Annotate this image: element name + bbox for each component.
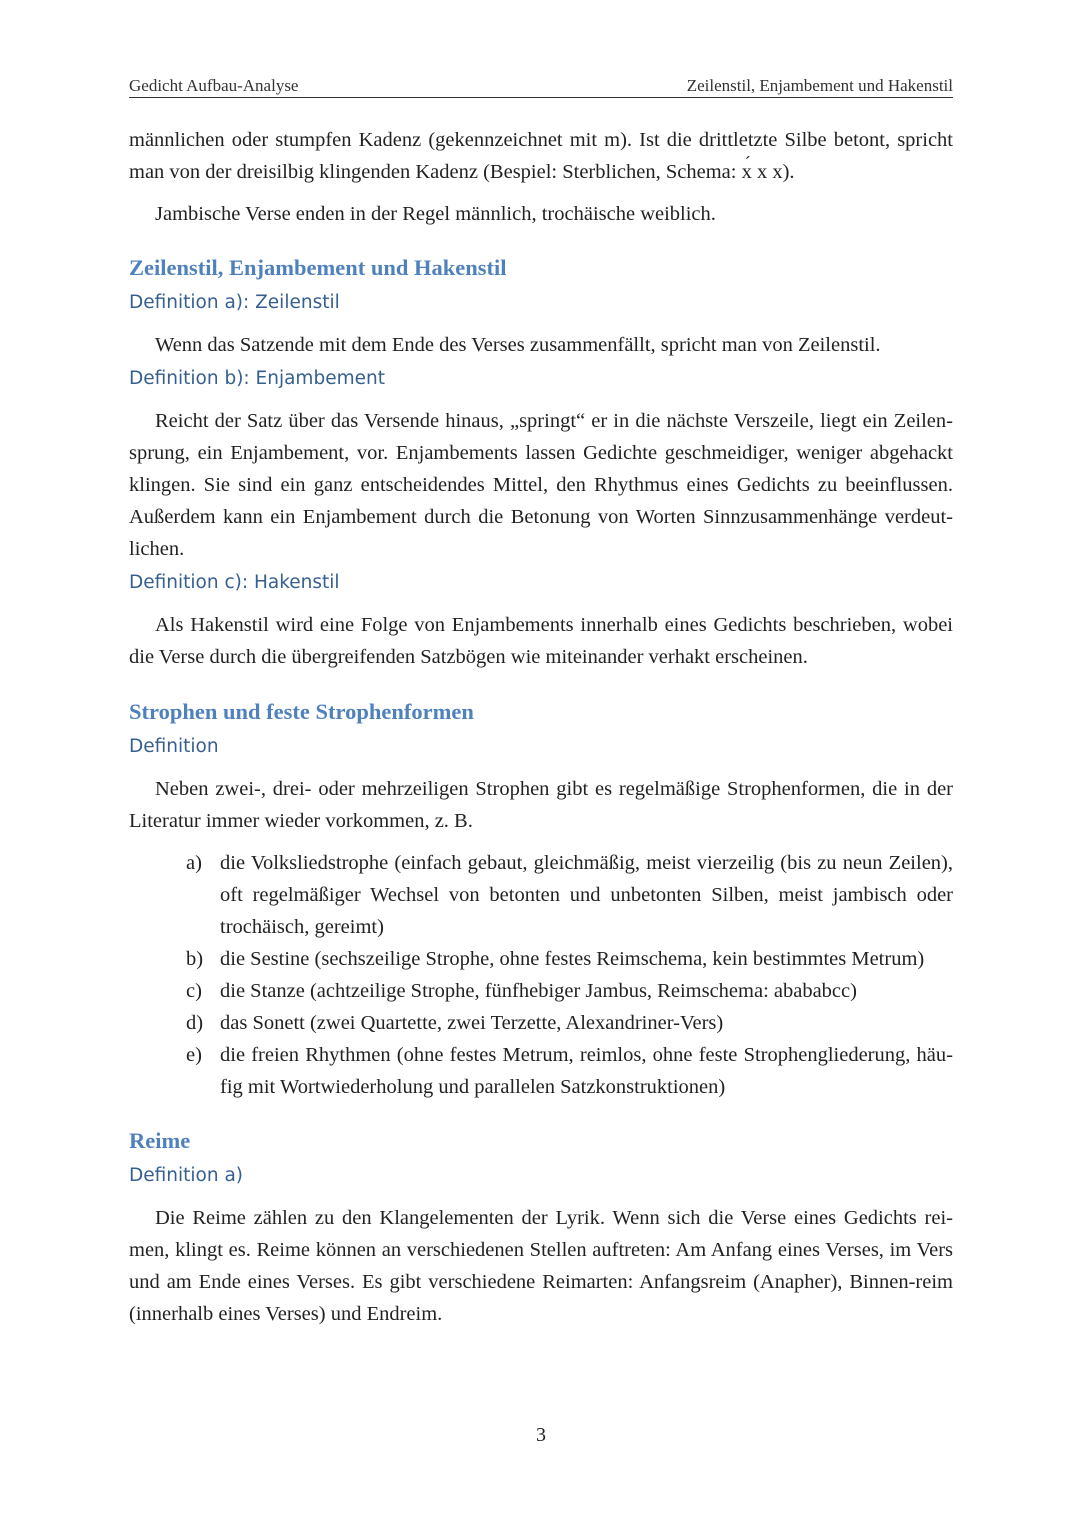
paragraph-hakenstil: Als Hakenstil wird eine Folge von Enjambements innerhalb eines Gedichts beschrieben, wobei die Verse durch die übergreifenden Satzbögen wie miteinander verhakt erscheinen. <box>129 614 953 668</box>
list-item-text: die freien Rhythmen (ohne festes Metrum, reimlos, ohne feste Strophengliederung, häu-fig mit Wortwiederholung und parallelen Satzkonstruktionen) <box>220 1044 953 1098</box>
list-marker: c) <box>186 980 202 1002</box>
intro-text-before: männlichen oder stumpfen Kadenz (gekennzeichnet mit m). Ist die drittletzte Silbe betont, spricht man von der dreisilbig klingenden Kadenz (Bespiel: Sterblichen, Schema: <box>129 129 953 183</box>
heading-strophen: Strophen und feste Strophenformen <box>129 699 474 724</box>
paragraph-enjambement: Reicht der Satz über das Versende hinaus, „springt“ er in die nächste Verszeile, liegt ein Zeilen-sprung, ein Enjambement, vor. Enjambements lassen Gedichte geschmeidiger, weniger abgehackt klingen. Sie sind ein ganz entscheidendes Mittel, den Rhythmus eines Gedichts zu beeinflussen. Außerdem kann ein Enjambement durch die Betonung von Worten Sinnzusammenhänge verdeut-lichen. <box>129 410 953 560</box>
paragraph-zeilenstil: Wenn das Satzende mit dem Ende des Verses zusammenfällt, spricht man von Zeilenstil. <box>155 334 881 356</box>
subheading-definition-strophen: Definition <box>129 736 219 757</box>
document-page <box>129 0 953 1527</box>
list-item <box>186 943 953 975</box>
list-marker: e) <box>186 1044 202 1066</box>
header-document-title: Gedicht Aufbau-Analyse <box>129 76 299 95</box>
list-item <box>186 1039 953 1103</box>
subheading-definition-c-hakenstil: Definition c): Hakenstil <box>129 572 340 593</box>
paragraph-reime: Die Reime zählen zu den Klangelementen der Lyrik. Wenn sich die Verse eines Gedichts rei-men, klingt es. Reime können an verschiedenen Stellen auftreten: Am Anfang eines Verses, im Vers und am Ende eines Verses. Es gibt verschiedene Reimarten: Anfangsreim (Anapher), Binnen-reim (innerhalb eines Verses) und Endreim. <box>129 1207 953 1325</box>
header-section-title: Zeilenstil, Enjambement und Hakenstil <box>686 76 953 95</box>
subheading-definition-a-reime: Definition a) <box>129 1165 244 1186</box>
intro-text-after: x x). <box>751 161 795 183</box>
intro-paragraph-jambisch: Jambische Verse enden in der Regel männlich, trochäische weiblich. <box>155 203 716 225</box>
list-marker: a) <box>186 852 202 874</box>
page-header <box>129 74 953 98</box>
strophenformen-list <box>186 847 953 1103</box>
heading-reime: Reime <box>129 1128 191 1153</box>
list-item <box>186 847 953 943</box>
list-item-text: das Sonett (zwei Quartette, zwei Terzette, Alexandriner-Vers) <box>220 1012 724 1034</box>
list-marker: d) <box>186 1012 204 1034</box>
subheading-definition-a-zeilenstil: Definition a): Zeilenstil <box>129 292 340 313</box>
list-item-text: die Stanze (achtzeilige Strophe, fünfhebiger Jambus, Reimschema: abababcc) <box>220 980 857 1002</box>
page-content <box>129 124 953 1330</box>
list-item-text: die Volksliedstrophe (einfach gebaut, gleichmäßig, meist vierzeilig (bis zu neun Zeilen), oft regelmäßiger Wechsel von betonten und unbetonten Silben, meist jambisch oder trochäisch, gereimt) <box>220 852 953 938</box>
subheading-definition-b-enjambement: Definition b): Enjambement <box>129 368 385 389</box>
list-marker: b) <box>186 948 204 970</box>
page-number: 3 <box>536 1424 546 1446</box>
accented-x: x ´ <box>742 156 752 188</box>
list-item-text: die Sestine (sechszeilige Strophe, ohne festes Reimschema, kein bestimmtes Metrum) <box>220 948 925 970</box>
heading-zeilenstil: Zeilenstil, Enjambement und Hakenstil <box>129 255 507 280</box>
list-item <box>186 975 953 1007</box>
list-item <box>186 1007 953 1039</box>
paragraph-strophen: Neben zwei-, drei- oder mehrzeiligen Strophen gibt es regelmäßige Strophenformen, die in der Literatur immer wieder vorkommen, z. B. <box>129 778 953 832</box>
intro-paragraph-kadenz <box>129 124 953 188</box>
